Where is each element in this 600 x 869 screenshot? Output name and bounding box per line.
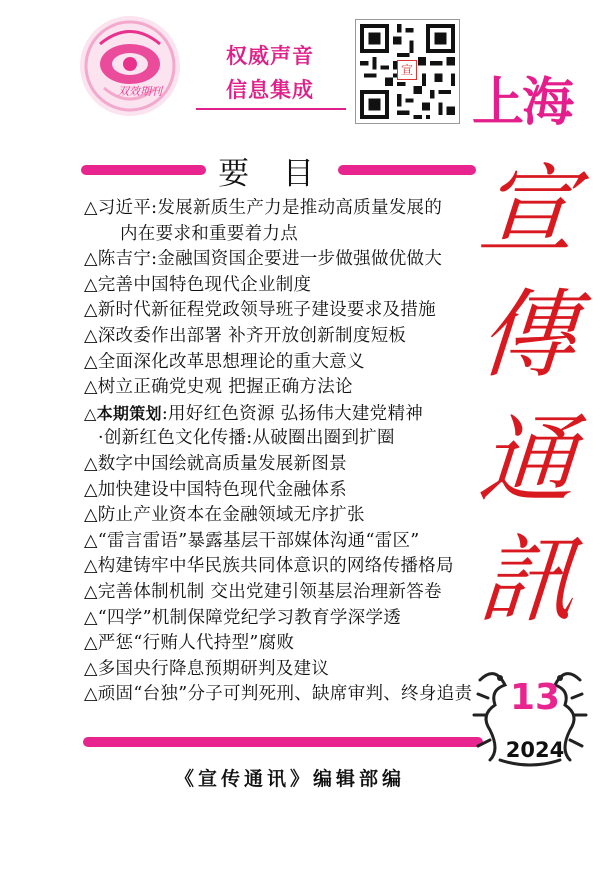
contents-item-text: △深改委作出部署 补齐开放创新制度短板 (84, 325, 407, 346)
contents-item-text: △新时代新征程党政领导班子建设要求及措施 (84, 300, 436, 321)
heading-bar-right (338, 165, 476, 175)
contents-item (84, 529, 484, 555)
qr-center-badge: 宣 (397, 60, 417, 80)
contents-item-text: △防止产业资本在金融领域无序扩张 (84, 505, 365, 526)
contents-item-text: △树立正确党史观 把握正确方法论 (84, 377, 353, 398)
contents-item (84, 273, 484, 299)
contents-item (84, 350, 484, 376)
contents-item-text: △“雷言雷语”暴露基层干部媒体沟通“雷区” (84, 530, 420, 551)
contents-item (84, 426, 484, 452)
contents-item-text: △完善体制机制 交出党建引领基层治理新答卷 (84, 581, 442, 602)
contents-item (84, 478, 484, 504)
contents-item-text: △顽固“台独”分子可判死刑、缺席审判、终身追责 (84, 684, 473, 705)
contents-item (84, 657, 484, 683)
contents-heading: 要 目 (218, 156, 326, 192)
title-char-4: 訊 (475, 524, 580, 636)
contents-item-text: △加快建设中国特色现代金融体系 (84, 479, 347, 500)
contents-item-text: △全面深化改革思想理论的重大意义 (84, 351, 365, 372)
contents-item (84, 631, 484, 657)
contents-item-text: 内在要求和重要着力点 (120, 223, 298, 244)
contents-item-text: △多国央行降息预期研判及建议 (84, 658, 330, 679)
contents-item (84, 452, 484, 478)
heading-bar-left (81, 165, 206, 175)
title-char-1: 宣 (475, 154, 580, 266)
logo-text: 双效期刊 (118, 85, 162, 98)
contents-item-text: △习近平:发展新质生产力是推动高质量发展的 (84, 198, 443, 218)
editor-credit: 《宣传通讯》编辑部编 (174, 768, 405, 790)
contents-item (84, 682, 484, 708)
contents-item (84, 375, 484, 401)
contents-item-text: △严惩“行贿人代持型”腐败 (84, 633, 295, 654)
issue-year: 2024 (505, 738, 565, 762)
slogan-line-2: 信息集成 (226, 78, 314, 102)
feature-label: △本期策划 (84, 403, 162, 423)
contents-item (84, 298, 484, 324)
contents-item-text: :用好红色资源 弘扬伟大建党精神 (161, 403, 424, 424)
contents-item-text: △“四学”机制保障党纪学习教育学深学透 (84, 607, 402, 628)
contents-list (84, 196, 484, 708)
contents-item-text: △完善中国特色现代企业制度 (84, 274, 312, 295)
contents-item (84, 503, 484, 529)
contents-item-text: △数字中国绘就高质量发展新图景 (84, 453, 347, 474)
contents-item-text: △构建铸牢中华民族共同体意识的网络传播格局 (84, 556, 454, 577)
issue-number: 13 (509, 677, 561, 718)
contents-item (84, 554, 484, 580)
contents-item (84, 580, 484, 606)
magazine-logo (78, 14, 182, 118)
title-char-3: 通 (475, 404, 580, 516)
bottom-bar (83, 737, 483, 747)
contents-item (84, 324, 484, 350)
contents-item-text: △陈吉宁:金融国资国企要进一步做强做优做大 (84, 249, 443, 270)
slogan-line-1: 权威声音 (226, 44, 314, 68)
slogan-underline (196, 108, 346, 110)
contents-item (84, 606, 484, 632)
contents-item (84, 196, 484, 222)
contents-item (84, 247, 484, 273)
city-label: 上海 (472, 73, 573, 133)
title-char-2: 傳 (475, 279, 580, 391)
contents-item-text: ·创新红色文化传播:从破圈出圈到扩圈 (98, 428, 395, 449)
contents-item (84, 401, 484, 427)
contents-item (84, 222, 484, 248)
